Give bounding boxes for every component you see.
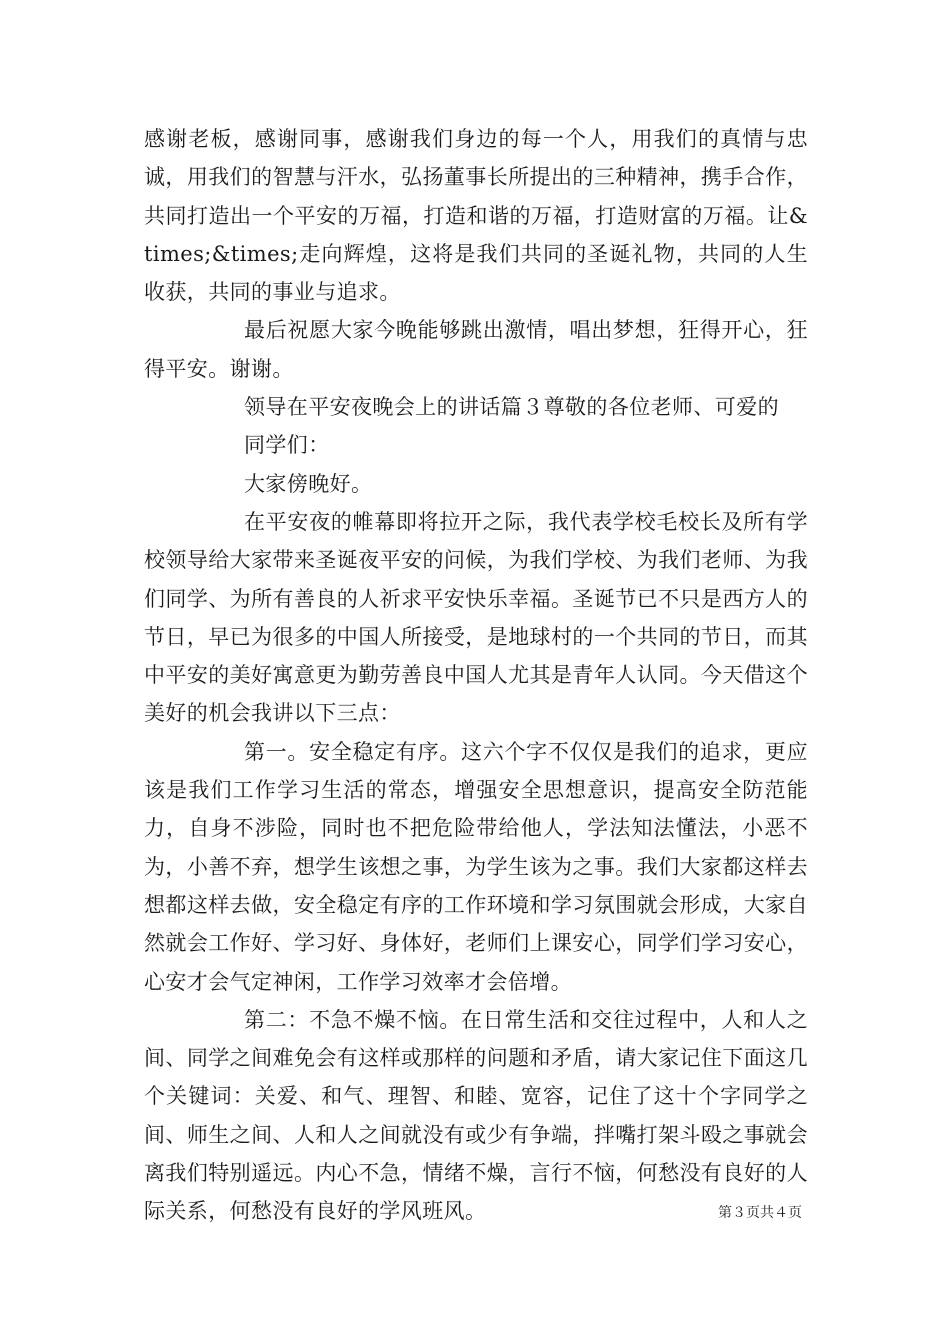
paragraph-2: 最后祝愿大家今晚能够跳出激情，唱出梦想，狂得开心，狂得平安。谢谢。 xyxy=(144,318,808,381)
speech-title-line: 领导在平安夜晚会上的讲话篇３尊敬的各位老师、可爱的 xyxy=(244,395,779,420)
paragraph-point-two: 第二：不急不燥不恼。在日常生活和交往过程中，人和人之间、同学之间难免会有这样或那样的问题和矛盾，请大家记住下面这几个关键词：关爱、和气、理智、和睦、宽容，记住了这十个字同学之间、师生之间、人和人之间就没有或少有争端，拌嘴打架斗殴之事就会离我们特别遥远。内心不急，情绪不燥，言行不恼，何愁没有良好的人际关系，何愁没有良好的学风班风。 xyxy=(144,1007,808,1224)
paragraph-intro: 在平安夜的帷幕即将拉开之际，我代表学校毛校长及所有学校领导给大家带来圣诞夜平安的问候，为我们学校、为我们老师、为我们同学、为所有善良的人祈求平安快乐幸福。圣诞节已不只是西方人的节日，早已为很多的中国人所接受，是地球村的一个共同的节日，而其中平安的美好寓意更为勤劳善良中国人尤其是青年人认同。今天借这个美好的机会我讲以下三点： xyxy=(144,509,808,726)
salutation-line: 同学们： xyxy=(244,433,330,458)
page-number-footer: 第３页共４页 xyxy=(718,1205,802,1221)
paragraph-point-one: 第一。安全稳定有序。这六个字不仅仅是我们的追求，更应该是我们工作学习生活的常态，增强安全思想意识，提高安全防范能力，自身不涉险，同时也不把危险带给他人，学法知法懂法，小恶不为，小善不弃，想学生该想之事，为学生该为之事。我们大家都这样去想都这样去做，安全稳定有序的工作环境和学习氛围就会形成，大家自然就会工作好、学习好、身体好，老师们上课安心，同学们学习安心，心安才会气定神闲，工作学习效率才会倍增。 xyxy=(144,739,808,994)
document-body xyxy=(144,120,808,1231)
greeting-line: 大家傍晚好。 xyxy=(244,471,373,496)
paragraph-1: 感谢老板，感谢同事，感谢我们身边的每一个人，用我们的真情与忠诚，用我们的智慧与汗水，弘扬董事长所提出的三种精神，携手合作，共同打造出一个平安的万福，打造和谐的万福，打造财富的万福。让&times;&times;走向辉煌，这将是我们共同的圣诞礼物，共同的人生收获，共同的事业与追求。 xyxy=(144,127,808,305)
